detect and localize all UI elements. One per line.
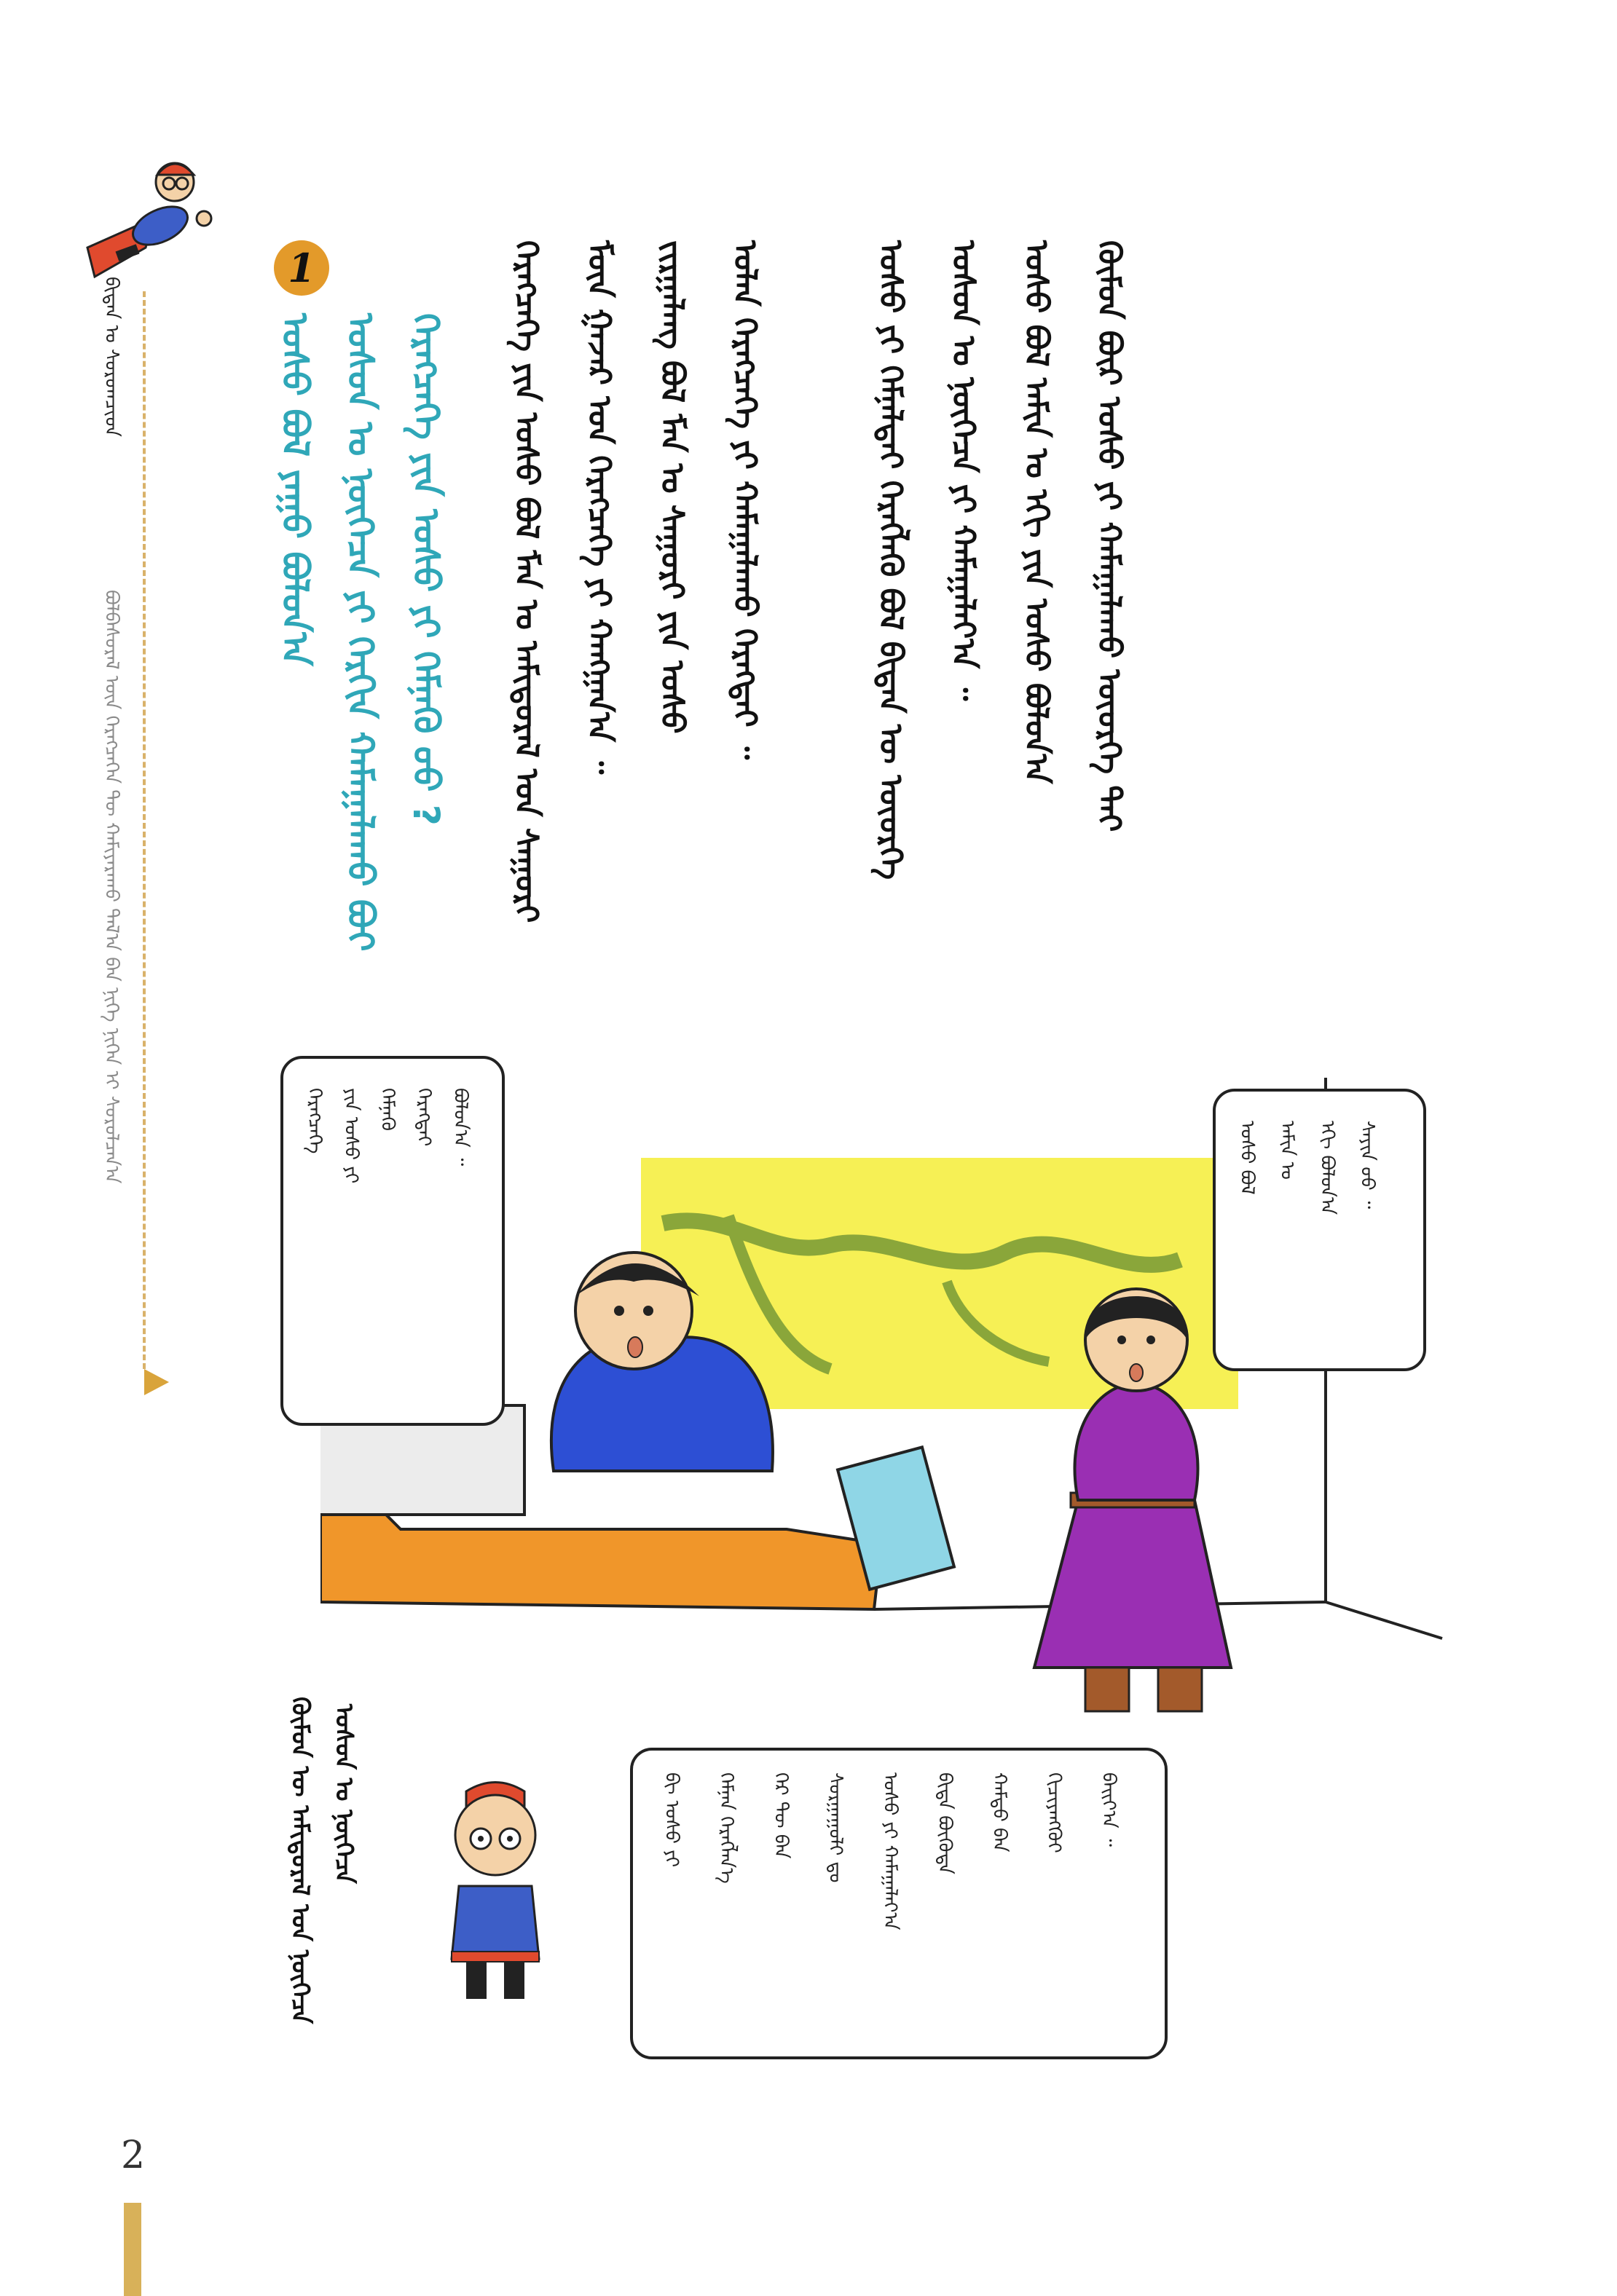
bubble-line: ᠪᠢ ᠤᠰᠤ ᠶᠢ <box>661 1772 682 1868</box>
bubble-line: ᠶᠢᠨ ᠤᠰᠤ ᠶᠢ <box>340 1088 362 1184</box>
bubble-line: ᠰᠤᠷᠭᠠᠭᠤᠯᠢ ᠳᠤ <box>825 1772 846 1883</box>
body-column: ᠮᠥᠨ ᠭᠠᠵᠠᠷ ᠤᠨ ᠬᠡᠷᠡᠭᠴᠡᠭᠡ ᠶᠢ ᠬᠠᠩᠭᠠᠨ᠎ᠠ ᠃ <box>581 240 618 775</box>
bubble-line: ᠬᠡᠮᠨᠡᠬᠦ <box>377 1088 398 1131</box>
speech-bubble-woman <box>1213 1089 1426 1371</box>
bubble-line: ᠤᠰᠤ ᠪᠣᠯ <box>1236 1121 1258 1195</box>
question-column: ᠬᠡᠷᠡᠭᠴᠡᠭᠡ ᠶᠢᠨ ᠤᠰᠤ ᠶᠢ ᠬᠡᠮᠨᠡᠬᠦ ᠤᠤ ? <box>405 313 447 826</box>
caption-line-1: ᠬᠦᠮᠦᠨ ᠦ ᠠᠮᠢᠳᠤᠷᠠᠯ ᠤᠨ ᠨᠥᠭᠡᠴᠡ <box>286 1697 315 2024</box>
page-marker-bar <box>124 2203 141 2296</box>
flying-mascot-icon <box>66 138 226 284</box>
boy-character-icon <box>422 1777 568 2010</box>
header-line-2: ᠪᠣᠯᠪᠠᠰᠤᠷᠠᠯ ᠦᠨ ᠬᠡᠷᠡᠭᠴᠡᠭᠡᠨ ᠲᠦ ᠬᠠᠮᠢᠶᠠᠷᠠᠬᠤ ᠲᠠᠯ᠎ᠠ ᠪᠠᠨ ᠨᠢᠭᠡ ᠨᠢᠭᠡᠨ ᠢ ᠰᠤᠷᠤᠯᠴᠠᠨ᠎ᠠ <box>101 590 122 1184</box>
body-column: ᠵᠢᠷᠭᠠᠯᠠᠩ ᠪᠣᠯ ᠮᠠᠨ ᠤ ᠰᠠᠭᠤᠷᠢ ᠶᠢᠨ ᠤᠰᠤ <box>653 240 691 734</box>
bubble-line: ᠡᠬᠢ ᠪᠣᠯᠣᠨ᠎ᠠ <box>1316 1121 1338 1215</box>
body-column: ᠤᠰᠤ ᠶᠢ ᠬᠡᠮᠨᠡᠯᠲᠡᠢ ᠬᠡᠷᠡᠭᠯᠡᠬᠦ ᠪᠣᠯ ᠪᠢᠳᠡᠨ ᠦ ᠦᠦᠷᠭᠡ <box>872 240 909 880</box>
bubble-line: ᠭᠡᠷ ᠲᠦ ᠪᠡᠨ <box>770 1772 792 1859</box>
bubble-line: ᠬᠢᠴᠢᠶᠡᠩᠭᠦᠢ <box>1043 1772 1065 1853</box>
speech-bubble-boy <box>630 1748 1168 2059</box>
body-column: ᠤᠰᠤ ᠪᠣᠯ ᠠᠮᠢᠨ ᠤ ᠡᠬᠢ ᠶᠢᠨ ᠤᠰᠤ ᠪᠣᠯᠣᠨ᠎ᠠ <box>1018 240 1055 784</box>
bubble-line: ᠬᠡᠷᠡᠭᠴᠡᠭᠡ <box>304 1088 326 1154</box>
question-column: ᠤᠰᠤ ᠪᠣᠯ ᠶᠠᠭᠤ ᠪᠣᠯᠣᠨ᠎ᠠ <box>274 313 316 666</box>
bubble-line: ᠤᠰᠤ ᠶᠢ ᠬᠠᠮᠠᠭᠠᠯᠠᠶ᠎ᠠ <box>879 1772 901 1930</box>
header-line-1: ᠪᠢᠳᠡᠨ ᠤ ᠰᠤᠷᠤᠭᠴᠢᠳ <box>101 277 122 437</box>
body-column: ᠣᠯᠠᠨ ᠬᠡᠷᠡᠭᠴᠡᠭᠡ ᠶᠢ ᠬᠠᠮᠠᠭᠠᠯᠠᠬᠤ ᠬᠡᠷᠡᠭᠲᠡᠢ ᠃ <box>726 240 763 760</box>
bubble-line: ᠬᠡᠷᠡᠭᠲᠡᠢ <box>413 1088 435 1147</box>
page-number: 2 <box>121 2134 146 2177</box>
body-column: ᠤᠰᠤᠨ ᠤ ᠨᠥᠭᠡᠴᠡ ᠶᠢ ᠬᠠᠮᠠᠭᠠᠯᠠᠶ᠎ᠠ ᠃ <box>945 240 982 701</box>
body-column: ᠬᠦᠮᠦᠨ ᠪᠦᠷ ᠤᠰᠤ ᠶᠢ ᠬᠠᠮᠠᠭᠠᠯᠠᠬᠤ ᠦᠦᠷᠭᠡ ᠲᠡᠢ <box>1090 240 1128 832</box>
question-column: ᠤᠰᠤᠨ ᠤ ᠨᠥᠭᠡᠴᠡ ᠶᠢ ᠬᠡᠷᠬᠢᠨ ᠬᠠᠮᠠᠭᠠᠯᠠᠬᠤ ᠪᠤᠢ <box>339 313 382 952</box>
play-triangle-icon <box>144 1369 169 1395</box>
section-badge: 1 <box>274 240 329 296</box>
bubble-line: ᠪᠢᠳᠡ ᠪᠦᠬᠦᠳᠡ <box>934 1772 956 1874</box>
header-divider <box>143 291 146 1369</box>
bubble-line: ᠬᠡᠮᠨᠡᠨ ᠬᠡᠷᠡᠭᠯᠡᠨ᠎ᠡ <box>715 1772 737 1884</box>
bubble-line: ᠪᠣᠯᠣᠨ᠎ᠠ ᠃ <box>449 1088 471 1167</box>
bubble-line: ᠪᠠᠢᠶ᠎ᠠ ᠃ <box>1098 1772 1120 1847</box>
bubble-line: ᠰᠠᠶᠢᠨ ᠤᠤ ᠃ <box>1356 1121 1378 1210</box>
caption-line-2: ᠤᠰᠤᠨ ᠤ ᠨᠥᠭᠡᠴᠡ <box>329 1704 358 1884</box>
speech-bubble-man <box>280 1056 505 1426</box>
body-column: ᠬᠡᠷᠡᠭᠴᠡᠭᠡ ᠶᠢᠨ ᠤᠰᠤ ᠪᠣᠯ ᠮᠠᠨ ᠤ ᠠᠮᠢᠳᠤᠷᠠᠯ ᠤᠨ ᠰᠠᠭᠤᠷᠢ <box>508 240 545 923</box>
bubble-line: ᠬᠠᠮᠳᠤ ᠪᠡᠨ <box>988 1772 1010 1853</box>
bubble-line: ᠠᠮᠢᠨ ᠤ <box>1276 1121 1298 1180</box>
